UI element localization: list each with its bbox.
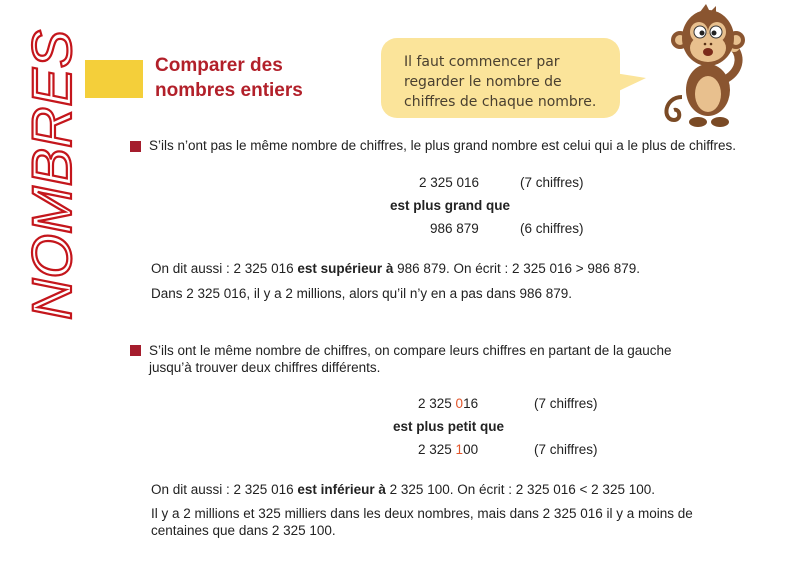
page-title-line2: nombres entiers <box>155 80 303 101</box>
rule1-note1 <box>151 259 640 279</box>
speech-line3: chiffres de chaque nombre. <box>404 94 597 110</box>
rule1-note1-end: 986 879. On écrit : 2 325 016 > 986 879. <box>393 261 640 276</box>
rule2-number-b-pre: 2 325 <box>418 442 456 457</box>
rule1-number-a-digits: (7 chiffres) <box>520 175 584 190</box>
rule2-number-a-highlight: 0 <box>455 396 464 411</box>
rule2-text-line1: S’ils ont le même nombre de chiffres, on compare leurs chiffres en partant de la gauche <box>149 343 672 358</box>
monkey-illustration <box>660 2 760 132</box>
speech-line2: regarder le nombre de <box>404 74 562 90</box>
speech-bubble-tail <box>608 70 648 100</box>
rule1-text: S’ils n’ont pas le même nombre de chiffres, le plus grand nombre est celui qui a le plus de chiffres. <box>149 138 737 153</box>
rule2-note1-bold: est inférieur à <box>297 482 386 497</box>
rule2-text-line2: jusqu’à trouver deux chiffres différents. <box>149 360 381 375</box>
rule2-note1 <box>151 480 655 500</box>
speech-line1: Il faut commencer par <box>404 54 560 70</box>
rule2-number-a <box>418 396 478 411</box>
side-title-text: NOMBRES <box>22 36 80 320</box>
rule2-note2-line2: centaines que dans 2 325 100. <box>151 523 336 538</box>
page-title-line1: Comparer des <box>155 55 283 76</box>
speech-bubble-text <box>404 52 614 112</box>
rule1-number-b: 986 879 <box>430 221 479 236</box>
rule2-bullet <box>130 345 141 356</box>
rule2-number-a-post: 16 <box>463 396 479 411</box>
rule2-number-b-post: 00 <box>463 442 479 457</box>
rule2-number-b <box>418 442 478 457</box>
rule2-number-b-digits: (7 chiffres) <box>534 442 598 457</box>
rule2-number-a-digits: (7 chiffres) <box>534 396 598 411</box>
side-title-nombres <box>22 20 80 320</box>
rule1-number-b-digits: (6 chiffres) <box>520 221 584 236</box>
rule2-number-a-pre: 2 325 <box>418 396 456 411</box>
rule1-relation: est plus grand que <box>390 198 511 213</box>
rule2-note1-start: On dit aussi : 2 325 016 <box>151 482 298 497</box>
page-title <box>155 53 385 103</box>
rule1-note1-start: On dit aussi : 2 325 016 <box>151 261 298 276</box>
heading-marker <box>85 60 143 98</box>
rule2-number-b-highlight: 1 <box>455 442 464 457</box>
rule2-note2-line1: Il y a 2 millions et 325 milliers dans les deux nombres, mais dans 2 325 016 il y a moins de <box>151 506 693 521</box>
rule1-number-a: 2 325 016 <box>419 175 480 190</box>
rule1-note2: Dans 2 325 016, il y a 2 millions, alors qu’il n’y en a pas dans 986 879. <box>151 286 573 301</box>
rule2-relation: est plus petit que <box>393 419 505 434</box>
rule2-note1-end: 2 325 100. On écrit : 2 325 016 < 2 325 100. <box>385 482 655 497</box>
rule1-note1-bold: est supérieur à <box>297 261 394 276</box>
rule1-bullet <box>130 141 141 152</box>
